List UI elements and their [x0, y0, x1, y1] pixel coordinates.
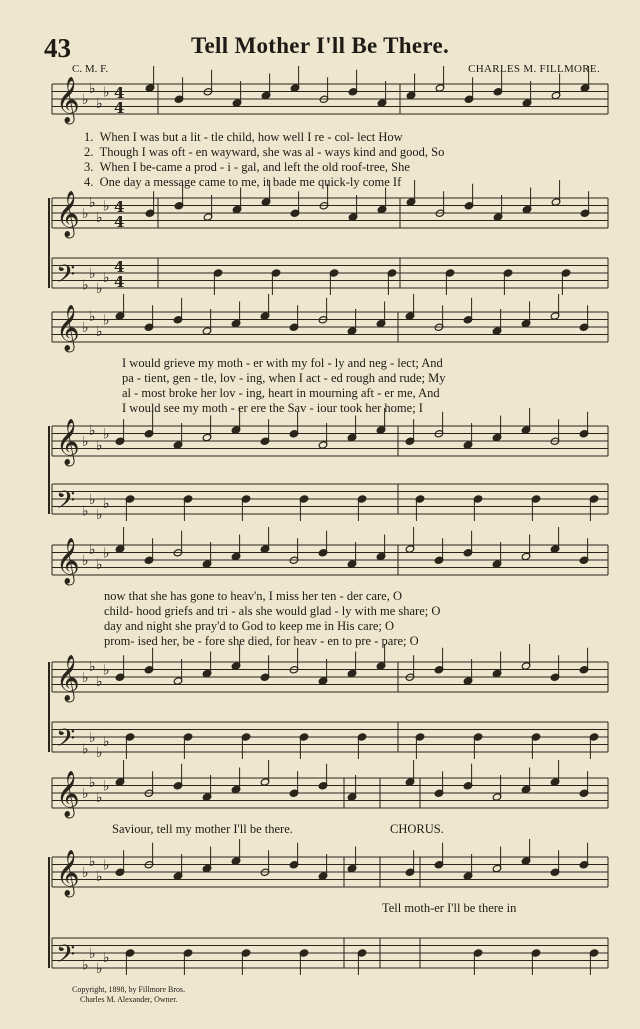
- note-head: [473, 949, 483, 975]
- flat-icon: ♭: [96, 209, 103, 226]
- verse-2-line-1: 2. Though I was oft - en wayward, she was al - ways kind and good, So: [84, 145, 445, 159]
- flat-icon: ♭: [82, 206, 89, 222]
- note-head: [531, 949, 541, 975]
- note-head: [521, 644, 531, 670]
- note-head: [551, 180, 561, 206]
- bass-clef-icon: 𝄢: [56, 486, 76, 521]
- note-head: [435, 191, 445, 217]
- note-head: [579, 843, 589, 869]
- note-head: [348, 195, 358, 221]
- note-head: [405, 850, 415, 876]
- flat-icon: ♭: [103, 545, 110, 562]
- note-head: [289, 771, 299, 797]
- note-head: [463, 854, 473, 880]
- note-head: [145, 66, 155, 92]
- note-head: [347, 652, 357, 678]
- note-head: [173, 659, 183, 685]
- note-head: [260, 850, 270, 876]
- note-head: [492, 416, 502, 442]
- flat-icon: ♭: [82, 741, 89, 758]
- note-head: [473, 733, 483, 759]
- note-head: [405, 527, 415, 553]
- note-head: [492, 542, 502, 568]
- note-head: [260, 294, 270, 320]
- note-head: [589, 733, 599, 759]
- flat-icon: ♭: [89, 194, 96, 211]
- note-head: [115, 850, 125, 876]
- note-head: [550, 419, 560, 445]
- time-signature-bottom: 4: [114, 273, 125, 291]
- chorus-label: CHORUS.: [390, 822, 444, 836]
- note-head: [463, 659, 473, 685]
- flat-icon: ♭: [103, 198, 110, 215]
- note-head: [241, 495, 251, 521]
- note-head: [521, 839, 531, 865]
- time-signature-top: 4: [114, 84, 125, 102]
- note-head: [561, 269, 571, 295]
- note-head: [357, 733, 367, 759]
- note-head: [493, 195, 503, 221]
- flat-icon: ♭: [96, 507, 103, 523]
- note-head: [174, 77, 184, 103]
- note-head: [406, 180, 416, 206]
- note-head: [125, 495, 135, 521]
- note-head: [347, 542, 357, 568]
- note-head: [434, 305, 444, 331]
- flat-icon: ♭: [96, 789, 103, 806]
- treble-clef-icon: 𝄞: [56, 655, 80, 701]
- note-head: [183, 495, 193, 521]
- note-head: [125, 949, 135, 975]
- note-head: [473, 495, 483, 521]
- bass-clef-icon: 𝄢: [56, 724, 76, 759]
- note-head: [125, 733, 135, 759]
- note-head: [415, 495, 425, 521]
- note-head: [492, 652, 502, 678]
- note-head: [115, 655, 125, 681]
- note-head: [550, 760, 560, 786]
- note-head: [115, 527, 125, 553]
- note-head: [348, 70, 358, 96]
- flat-icon: ♭: [82, 503, 89, 520]
- note-head: [318, 854, 328, 880]
- note-head: [415, 733, 425, 759]
- note-head: [589, 495, 599, 521]
- note-head: [579, 648, 589, 674]
- note-head: [202, 652, 212, 678]
- flat-icon: ♭: [89, 774, 96, 791]
- note-head: [463, 298, 473, 324]
- note-head: [376, 535, 386, 561]
- note-head: [290, 191, 300, 217]
- note-head: [405, 419, 415, 445]
- note-head: [173, 423, 183, 449]
- note-head: [144, 771, 154, 797]
- note-head: [203, 70, 213, 96]
- note-head: [202, 775, 212, 801]
- verse-3-line-3: day and night she pray'd to God to keep me in His care; O: [104, 619, 395, 633]
- treble-clef-icon: 𝄞: [56, 77, 80, 123]
- note-head: [202, 542, 212, 568]
- note-head: [492, 847, 502, 873]
- note-head: [318, 423, 328, 449]
- flat-icon: ♭: [82, 957, 89, 974]
- flat-icon: ♭: [89, 946, 96, 962]
- verse-1-line-2: I would grieve my moth - er with my fol - ly and neg - lect; And: [122, 356, 443, 370]
- flat-icon: ♭: [89, 266, 96, 282]
- flat-icon: ♭: [103, 778, 110, 795]
- note-head: [203, 195, 213, 221]
- note-head: [231, 535, 241, 561]
- verse-3-line-1: 3. When I be-came a prod - i - gal, and left the old roof-tree, She: [84, 160, 410, 174]
- treble-clef-icon: 𝄞: [56, 419, 80, 465]
- note-head: [580, 66, 590, 92]
- flat-icon: ♭: [96, 95, 103, 112]
- note-head: [579, 538, 589, 564]
- note-head: [550, 294, 560, 320]
- note-head: [405, 655, 415, 681]
- copyright-line-1: Copyright, 1898, by Fillmore Bros.: [72, 985, 186, 994]
- flat-icon: ♭: [82, 865, 89, 881]
- verse-4-line-2: I would see my moth - er ere the Sav - iour took her home; I: [122, 401, 423, 415]
- flat-icon: ♭: [89, 658, 96, 675]
- flat-icon: ♭: [103, 733, 110, 750]
- note-head: [145, 191, 155, 217]
- note-head: [503, 269, 513, 295]
- time-signature-bottom: 4: [114, 99, 125, 117]
- note-head: [377, 81, 387, 107]
- note-head: [347, 416, 357, 442]
- note-head: [173, 854, 183, 880]
- note-head: [202, 416, 212, 442]
- note-head: [434, 843, 444, 869]
- note-head: [202, 309, 212, 335]
- note-head: [347, 775, 357, 801]
- flat-icon: ♭: [82, 320, 89, 336]
- note-head: [550, 655, 560, 681]
- note-head: [550, 850, 560, 876]
- note-head: [522, 81, 532, 107]
- note-head: [521, 302, 531, 328]
- composer-label: CHARLES M. FILLMORE.: [468, 63, 600, 75]
- flat-icon: ♭: [103, 269, 110, 286]
- flat-icon: ♭: [82, 786, 89, 802]
- note-head: [173, 298, 183, 324]
- note-head: [521, 408, 531, 434]
- verse-1-line-1: 1. When I was but a lit - tle child, how well I re - col- lect How: [84, 130, 403, 144]
- note-head: [144, 648, 154, 674]
- verse-4-line-3: prom- ised her, be - fore she died, for heav - en to pre - pare; O: [104, 634, 419, 648]
- verse-3-line-2: al - most broke her lov - ing, heart in mourning aft - er me, And: [122, 386, 440, 400]
- note-head: [492, 309, 502, 335]
- note-head: [241, 949, 251, 975]
- flat-icon: ♭: [89, 730, 96, 746]
- note-head: [357, 949, 367, 975]
- note-head: [387, 269, 397, 295]
- note-head: [231, 768, 241, 794]
- hymn-number: 43: [44, 33, 71, 63]
- treble-clef-icon: 𝄞: [56, 850, 80, 896]
- note-head: [434, 648, 444, 674]
- flat-icon: ♭: [103, 312, 110, 329]
- note-head: [435, 66, 445, 92]
- time-signature-bottom: 4: [114, 213, 125, 231]
- note-head: [579, 412, 589, 438]
- copyright-line-2: Charles M. Alexander, Owner.: [80, 995, 178, 1004]
- flat-icon: ♭: [103, 495, 110, 512]
- note-head: [319, 77, 329, 103]
- note-head: [231, 839, 241, 865]
- note-head: [260, 760, 270, 786]
- note-head: [299, 733, 309, 759]
- verse-2-line-3: child- hood griefs and tri - als she would glad - ly with me share; O: [104, 604, 441, 618]
- flat-icon: ♭: [89, 422, 96, 439]
- note-head: [434, 412, 444, 438]
- note-head: [579, 771, 589, 797]
- note-head: [318, 659, 328, 685]
- flat-icon: ♭: [103, 426, 110, 443]
- note-head: [357, 495, 367, 521]
- treble-clef-icon: 𝄞: [56, 538, 80, 584]
- verse-2-line-2: pa - tient, gen - tle, lov - ing, when I act - ed rough and rude; My: [122, 371, 446, 385]
- flat-icon: ♭: [82, 277, 89, 294]
- note-head: [299, 949, 309, 975]
- flat-icon: ♭: [82, 434, 89, 450]
- note-head: [521, 768, 531, 794]
- note-head: [492, 775, 502, 801]
- flat-icon: ♭: [82, 553, 89, 569]
- note-head: [493, 70, 503, 96]
- note-head: [580, 191, 590, 217]
- note-head: [579, 305, 589, 331]
- note-head: [115, 760, 125, 786]
- flat-icon: ♭: [96, 868, 103, 885]
- note-head: [463, 531, 473, 557]
- flat-icon: ♭: [89, 853, 96, 870]
- note-head: [241, 733, 251, 759]
- note-head: [299, 495, 309, 521]
- note-head: [347, 309, 357, 335]
- flat-icon: ♭: [96, 745, 103, 761]
- note-head: [202, 847, 212, 873]
- note-head: [261, 74, 271, 100]
- note-head: [144, 305, 154, 331]
- note-head: [434, 771, 444, 797]
- note-head: [289, 538, 299, 564]
- note-head: [347, 847, 357, 873]
- flat-icon: ♭: [96, 556, 103, 573]
- flat-icon: ♭: [96, 961, 103, 977]
- flat-icon: ♭: [103, 857, 110, 874]
- flat-icon: ♭: [103, 949, 110, 966]
- time-signature-top: 4: [114, 258, 125, 276]
- note-head: [318, 764, 328, 790]
- note-head: [589, 949, 599, 975]
- flat-icon: ♭: [82, 92, 89, 108]
- note-head: [232, 81, 242, 107]
- flat-icon: ♭: [96, 673, 103, 690]
- meter-label: C. M. F.: [72, 63, 109, 75]
- note-head: [289, 648, 299, 674]
- note-head: [445, 269, 455, 295]
- note-head: [290, 66, 300, 92]
- bass-clef-icon: 𝄢: [56, 260, 76, 295]
- note-head: [464, 77, 474, 103]
- note-head: [213, 269, 223, 295]
- verse-1-line-3: now that she has gone to heav'n, I miss her ten - der care, O: [104, 589, 402, 603]
- note-head: [260, 527, 270, 553]
- flat-icon: ♭: [89, 492, 96, 508]
- flat-icon: ♭: [89, 308, 96, 325]
- note-head: [260, 419, 270, 445]
- note-head: [405, 294, 415, 320]
- note-head: [463, 423, 473, 449]
- note-head: [173, 531, 183, 557]
- note-head: [260, 655, 270, 681]
- note-head: [115, 419, 125, 445]
- note-head: [521, 535, 531, 561]
- note-head: [173, 764, 183, 790]
- note-head: [434, 538, 444, 564]
- note-head: [531, 495, 541, 521]
- treble-clef-icon: 𝄞: [56, 305, 80, 351]
- note-head: [144, 843, 154, 869]
- note-head: [271, 269, 281, 295]
- flat-icon: ♭: [103, 662, 110, 679]
- note-head: [329, 269, 339, 295]
- note-head: [183, 733, 193, 759]
- flat-icon: ♭: [96, 281, 103, 297]
- note-head: [531, 733, 541, 759]
- time-signature-top: 4: [114, 198, 125, 216]
- flat-icon: ♭: [89, 541, 96, 558]
- refrain-line: Saviour, tell my mother I'll be there.: [112, 822, 293, 836]
- flat-icon: ♭: [96, 437, 103, 454]
- note-head: [115, 294, 125, 320]
- note-head: [318, 298, 328, 324]
- note-head: [144, 538, 154, 564]
- note-head: [376, 302, 386, 328]
- note-head: [464, 184, 474, 210]
- treble-clef-icon: 𝄞: [56, 191, 80, 237]
- note-head: [405, 760, 415, 786]
- note-head: [231, 302, 241, 328]
- note-head: [551, 74, 561, 100]
- note-head: [318, 531, 328, 557]
- note-head: [550, 527, 560, 553]
- flat-icon: ♭: [96, 323, 103, 340]
- note-head: [289, 843, 299, 869]
- note-head: [522, 188, 532, 214]
- note-head: [377, 188, 387, 214]
- flat-icon: ♭: [82, 670, 89, 686]
- note-head: [406, 74, 416, 100]
- treble-clef-icon: 𝄞: [56, 771, 80, 817]
- flat-icon: ♭: [103, 84, 110, 101]
- verse-4-line-1: 4. One day a message came to me, it bade me quick-ly come If: [84, 175, 402, 189]
- note-head: [183, 949, 193, 975]
- chorus-text: Tell moth-er I'll be there in: [382, 901, 517, 915]
- hymn-title: Tell Mother I'll Be There.: [190, 33, 450, 58]
- note-head: [463, 764, 473, 790]
- bass-clef-icon: 𝄢: [56, 940, 76, 975]
- flat-icon: ♭: [89, 80, 96, 97]
- note-head: [232, 188, 242, 214]
- note-head: [289, 305, 299, 331]
